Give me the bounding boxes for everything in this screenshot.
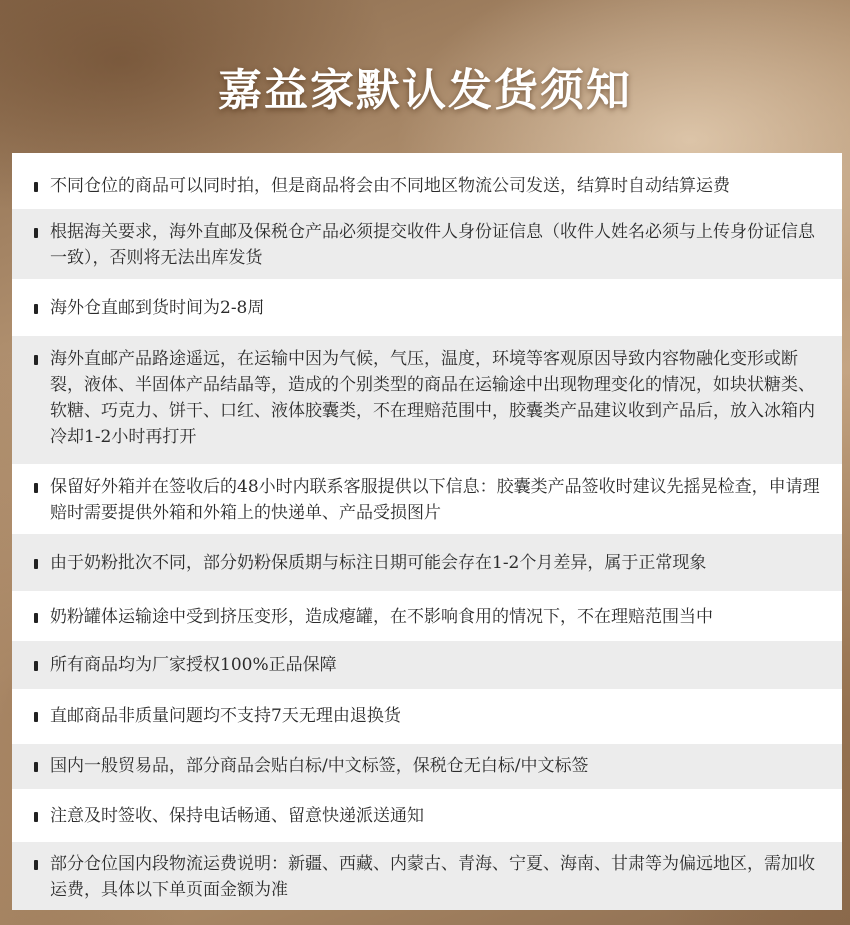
notice-item bbox=[12, 336, 842, 464]
notice-text: 注意及时签收、保持电话畅通、留意快递派送通知 bbox=[50, 806, 424, 826]
bullet-icon bbox=[34, 812, 38, 822]
bullet-icon bbox=[34, 483, 38, 493]
bullet-icon bbox=[34, 304, 38, 314]
notice-item bbox=[12, 689, 842, 744]
bullet-icon bbox=[34, 762, 38, 772]
header-banner bbox=[0, 0, 850, 152]
notice-item bbox=[12, 842, 842, 910]
notice-text: 不同仓位的商品可以同时拍，但是商品将会由不同地区物流公司发送，结算时自动结算运费 bbox=[50, 176, 730, 196]
notice-text: 直邮商品非质量问题均不支持7天无理由退换货 bbox=[50, 706, 401, 726]
notice-item bbox=[12, 744, 842, 789]
notice-item bbox=[12, 209, 842, 279]
bullet-icon bbox=[34, 182, 38, 192]
bullet-icon bbox=[34, 228, 38, 238]
notice-text: 海外仓直邮到货时间为2-8周 bbox=[50, 298, 265, 318]
page-title: 嘉益家默认发货须知 bbox=[218, 65, 632, 116]
notice-item bbox=[12, 153, 842, 209]
notice-item bbox=[12, 464, 842, 534]
notice-list bbox=[12, 153, 842, 910]
bullet-icon bbox=[34, 860, 38, 870]
bullet-icon bbox=[34, 661, 38, 671]
notice-item bbox=[12, 641, 842, 689]
bullet-icon bbox=[34, 712, 38, 722]
bullet-icon bbox=[34, 559, 38, 569]
notice-item bbox=[12, 789, 842, 842]
notice-text: 国内一般贸易品，部分商品会贴白标/中文标签，保税仓无白标/中文标签 bbox=[50, 756, 589, 776]
notice-text: 保留好外箱并在签收后的48小时内联系客服提供以下信息：胶囊类产品签收时建议先摇晃检查，申请理赔时需要提供外箱和外箱上的快递单、产品受损图片 bbox=[50, 477, 820, 523]
bullet-icon bbox=[34, 355, 38, 365]
notice-text: 部分仓位国内段物流运费说明：新疆、西藏、内蒙古、青海、宁夏、海南、甘肃等为偏远地区，需加收运费，具体以下单页面金额为准 bbox=[50, 854, 815, 900]
notice-text: 根据海关要求，海外直邮及保税仓产品必须提交收件人身份证信息（收件人姓名必须与上传身份证信息一致），否则将无法出库发货 bbox=[50, 222, 815, 268]
notice-item bbox=[12, 534, 842, 591]
notice-text: 由于奶粉批次不同，部分奶粉保质期与标注日期可能会存在1-2个月差异，属于正常现象 bbox=[50, 553, 707, 573]
bullet-icon bbox=[34, 613, 38, 623]
notice-text: 奶粉罐体运输途中受到挤压变形，造成瘪罐，在不影响食用的情况下，不在理赔范围当中 bbox=[50, 607, 713, 627]
notice-text: 海外直邮产品路途遥远，在运输中因为气候，气压，温度，环境等客观原因导致内容物融化变形或断裂，液体、半固体产品结晶等，造成的个别类型的商品在运输途中出现物理变化的情况，如块状糖类、软糖、巧克力、饼干、口红、液体胶囊类，不在理赔范围中，胶囊类产品建议收到产品后，放入冰箱内冷却1-2小时再打开 bbox=[50, 349, 815, 447]
notice-item bbox=[12, 591, 842, 641]
notice-item bbox=[12, 279, 842, 336]
notice-text: 所有商品均为厂家授权100%正品保障 bbox=[50, 655, 337, 675]
